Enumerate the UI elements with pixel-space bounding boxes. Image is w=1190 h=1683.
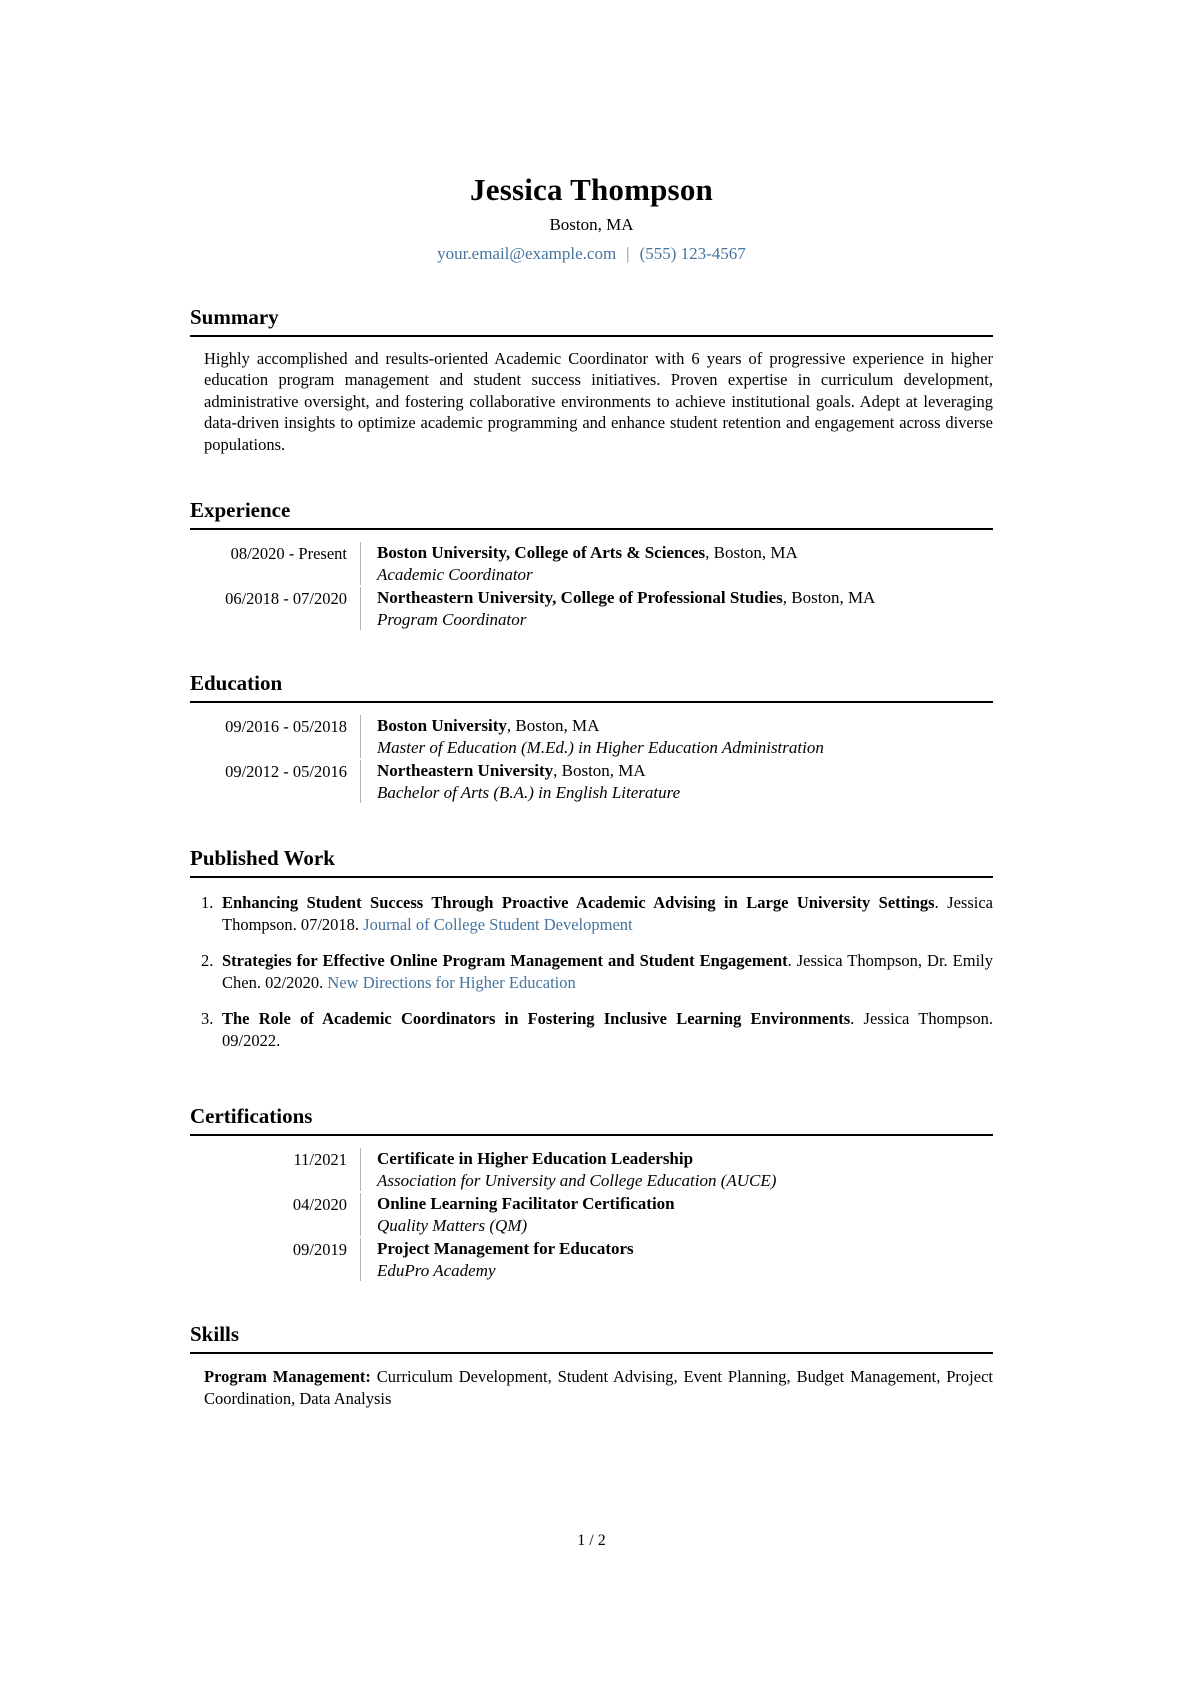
publication-item bbox=[190, 950, 993, 993]
entry-org-line bbox=[377, 587, 993, 609]
certification-name: Online Learning Facilitator Certification bbox=[377, 1194, 675, 1214]
phone-link[interactable]: (555) 123-4567 bbox=[639, 244, 746, 263]
entry-role: Program Coordinator bbox=[377, 609, 527, 629]
entry-organization: Boston University, College of Arts & Sciences bbox=[377, 543, 706, 563]
education-entry bbox=[190, 715, 993, 758]
publication-number: 3. bbox=[201, 1009, 214, 1029]
certification-entry bbox=[190, 1238, 993, 1281]
entry-details bbox=[377, 715, 993, 758]
entry-organization: Northeastern University, College of Professional Studies bbox=[377, 588, 783, 608]
certification-issuer: Quality Matters (QM) bbox=[377, 1215, 528, 1235]
entry-dates: 09/2012 - 05/2016 bbox=[225, 761, 347, 781]
publication-title: Strategies for Effective Online Program Management and Student Engagement bbox=[222, 951, 788, 971]
contact-separator: | bbox=[626, 244, 630, 263]
publication-authors-date: . Jessica Thompson. 07/2018. bbox=[222, 893, 993, 934]
publication-number: 1. bbox=[201, 893, 214, 913]
publication-body bbox=[222, 950, 993, 993]
contact-line bbox=[190, 244, 993, 264]
entry-dates: 08/2020 - Present bbox=[230, 543, 347, 563]
person-location: Boston, MA bbox=[549, 215, 634, 234]
entry-institution: Boston University bbox=[377, 716, 507, 736]
summary-paragraph: Highly accomplished and results-oriented Academic Coordinator with 6 years of progressive experience in higher education program management and student success initiatives. Proven expertise in curriculum development, administrative oversight, and fostering collaborative environments to achieve institutional goals. Adept at leveraging data-driven insights to optimize academic programming and enhance student retention and engagement across diverse populations. bbox=[204, 349, 993, 454]
certification-issuer: Association for University and College Education (AUCE) bbox=[377, 1170, 777, 1190]
entry-divider-line bbox=[360, 1193, 361, 1236]
publication-journal-link[interactable]: Journal of College Student Development bbox=[363, 914, 633, 934]
entry-divider-line bbox=[360, 587, 361, 630]
entry-org-line bbox=[377, 715, 993, 737]
entry-role: Academic Coordinator bbox=[377, 564, 533, 584]
skill-category-label: Program Management: bbox=[204, 1367, 371, 1387]
entry-location: , Boston, MA bbox=[705, 543, 798, 563]
skill-values: Curriculum Development, Student Advising, Event Planning, Budget Management, Project Coordination, Data Analysis bbox=[204, 1367, 993, 1408]
publication-list bbox=[190, 892, 993, 1051]
section-experience bbox=[190, 497, 993, 630]
certification-name: Certificate in Higher Education Leadership bbox=[377, 1149, 694, 1169]
entry-details bbox=[377, 760, 993, 803]
entry-divider-line bbox=[360, 715, 361, 758]
publication-title: Enhancing Student Success Through Proactive Academic Advising in Large University Settings bbox=[222, 893, 935, 913]
page-number: 1 / 2 bbox=[577, 1532, 606, 1549]
entry-details bbox=[377, 587, 993, 630]
publication-body bbox=[222, 892, 993, 935]
entry-details bbox=[377, 1193, 993, 1236]
education-entry bbox=[190, 760, 993, 803]
entry-location: , Boston, MA bbox=[782, 588, 876, 608]
section-title-skills: Skills bbox=[190, 1321, 993, 1354]
entry-divider-line bbox=[360, 1148, 361, 1191]
publication-number: 2. bbox=[201, 951, 214, 971]
section-education bbox=[190, 670, 993, 803]
section-skills bbox=[190, 1321, 993, 1409]
publication-item bbox=[190, 1008, 993, 1051]
entry-dates: 04/2020 bbox=[292, 1194, 347, 1214]
publication-item bbox=[190, 892, 993, 935]
certification-entry bbox=[190, 1148, 993, 1191]
entry-divider-line bbox=[360, 542, 361, 585]
entry-degree: Bachelor of Arts (B.A.) in English Literature bbox=[377, 782, 681, 802]
section-title-education: Education bbox=[190, 670, 993, 703]
section-summary bbox=[190, 304, 993, 455]
entry-org-line bbox=[377, 760, 993, 782]
entry-institution: Northeastern University bbox=[377, 761, 554, 781]
entry-divider-line bbox=[360, 1238, 361, 1281]
certification-entries bbox=[190, 1148, 993, 1281]
entry-dates: 09/2019 bbox=[292, 1239, 347, 1259]
experience-entry bbox=[190, 542, 993, 585]
entry-details bbox=[377, 1238, 993, 1281]
entry-details bbox=[377, 542, 993, 585]
certification-issuer: EduPro Academy bbox=[377, 1260, 496, 1280]
resume-header bbox=[190, 172, 993, 264]
entry-location: , Boston, MA bbox=[553, 761, 646, 781]
publication-title: The Role of Academic Coordinators in Fostering Inclusive Learning Environments bbox=[222, 1009, 851, 1029]
section-published-work bbox=[190, 845, 993, 1051]
section-title-certifications: Certifications bbox=[190, 1103, 993, 1136]
email-link[interactable]: your.email@example.com bbox=[437, 244, 617, 263]
certification-entry bbox=[190, 1193, 993, 1236]
section-title-published-work: Published Work bbox=[190, 845, 993, 878]
experience-entries bbox=[190, 542, 993, 630]
publication-journal-link[interactable]: New Directions for Higher Education bbox=[327, 972, 576, 992]
entry-degree: Master of Education (M.Ed.) in Higher Education Administration bbox=[377, 737, 824, 757]
entry-details bbox=[377, 1148, 993, 1191]
section-title-summary: Summary bbox=[190, 304, 993, 337]
person-name: Jessica Thompson bbox=[470, 172, 713, 207]
section-certifications bbox=[190, 1103, 993, 1281]
entry-location: , Boston, MA bbox=[506, 716, 600, 736]
entry-dates: 11/2021 bbox=[293, 1149, 347, 1169]
section-title-experience: Experience bbox=[190, 497, 993, 530]
entry-dates: 09/2016 - 05/2018 bbox=[225, 716, 347, 736]
education-entries bbox=[190, 715, 993, 803]
entry-dates: 06/2018 - 07/2020 bbox=[225, 588, 347, 608]
experience-entry bbox=[190, 587, 993, 630]
skills-item bbox=[190, 1366, 993, 1409]
publication-authors-date: . Jessica Thompson. 09/2022. bbox=[222, 1009, 993, 1050]
certification-name: Project Management for Educators bbox=[377, 1239, 634, 1259]
entry-org-line bbox=[377, 542, 993, 564]
publication-authors-date: . Jessica Thompson, Dr. Emily Chen. 02/2020. bbox=[222, 951, 993, 992]
publication-body bbox=[222, 1008, 993, 1051]
entry-divider-line bbox=[360, 760, 361, 803]
